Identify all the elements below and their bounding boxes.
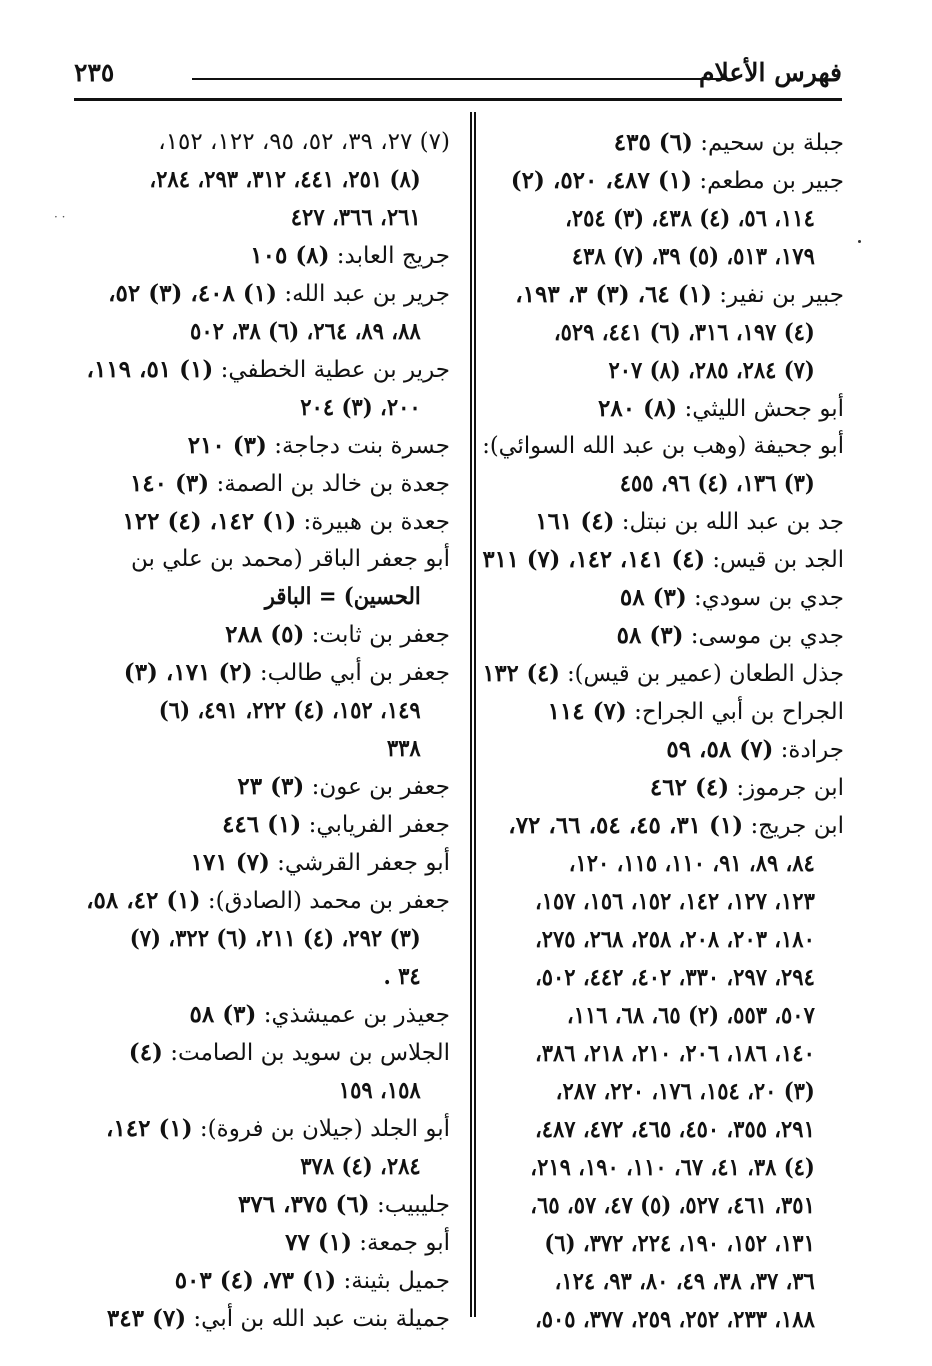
index-entry	[74, 351, 450, 427]
entry-name-line: جرير بن عطية الخطفي: (١) ٥١، ١١٩،	[86, 356, 450, 383]
page-number: ٢٣٥	[74, 58, 115, 87]
margin-marks: · ·	[54, 210, 66, 224]
index-entry	[74, 275, 450, 351]
stray-dot	[858, 240, 861, 243]
index-entry	[482, 579, 844, 617]
index-entry	[482, 807, 844, 1339]
index-entry	[74, 1224, 450, 1262]
entry-name-line: جعفر بن ثابت: (٥) ٢٨٨	[225, 621, 450, 648]
entry-continuation-line: (٨) ٢٥١، ٤٤١، ٣١٢، ٢٩٣، ٢٨٤،	[149, 166, 421, 193]
entry-name-line: الجد بن قيس: (٤) ١٤١، ١٤٢، (٧) ٣١١	[482, 546, 844, 573]
entry-continuation-line: ٣٦، ٣٧، ٣٨، ٤٩، ٨٠، ٩٣، ١٢٤،	[554, 1268, 815, 1295]
index-entry	[74, 237, 450, 275]
index-entry	[74, 1110, 450, 1186]
entry-name-line: جعدة بن خالد بن الصمة: (٣) ١٤٠	[129, 470, 450, 497]
index-entry	[74, 616, 450, 654]
entry-continuation-line: ٢٩١، ٣٥٥، ٤٥٠، ٤٦٥، ٤٧٢، ٤٨٧،	[534, 1116, 815, 1143]
index-entry	[74, 1034, 450, 1110]
index-entry	[482, 162, 844, 276]
index-entry	[74, 806, 450, 844]
index-entry	[482, 276, 844, 390]
index-entry	[482, 655, 844, 693]
index-entry	[482, 541, 844, 579]
entry-name-line: جعيذر بن عميشذي: (٣) ٥٨	[189, 1001, 450, 1028]
index-entry	[482, 731, 844, 769]
entry-continuation-line: ٢٩٤، ٢٩٧، ٣٣٠، ٤٠٢، ٤٤٢، ٥٠٢،	[534, 964, 815, 991]
column-divider	[470, 112, 476, 1317]
entry-continuation-line: ١٣١، ١٥٢، ١٩٠، ٢٢٤، ٣٧٢، (٦)	[544, 1230, 815, 1257]
index-entry	[74, 996, 450, 1034]
entry-name-line: جدي بن سودي: (٣) ٥٨	[619, 584, 844, 611]
entry-continuation-line: ٨٨، ٨٩، ٢٦٤، (٦) ٣٨، ٥٠٢	[190, 318, 421, 345]
index-entry	[482, 428, 844, 503]
entry-name-line: جسرة بنت دجاجة: (٣) ٢١٠	[187, 432, 450, 459]
index-column-left	[74, 124, 450, 1338]
index-entry	[482, 124, 844, 162]
entry-name-line: جليبيب: (٦) ٣٧٥، ٣٧٦	[237, 1191, 450, 1218]
entry-continuation-line: ١٥٨، ١٥٩	[338, 1077, 421, 1104]
index-entry	[74, 124, 450, 237]
entry-name-line: جعدة بن هبيرة: (١) ١٤٢، (٤) ١٢٢	[122, 508, 450, 535]
entry-name-line: جعفر بن أبي طالب: (٢) ١٧١، (٣)	[123, 659, 450, 686]
entry-continuation-line: (٧) ٢٨٤، ٢٨٥، (٨) ٢٠٧	[608, 357, 815, 384]
entry-continuation-line: الحسين) = الباقر	[264, 583, 421, 610]
entry-continuation-line: ٥٠٧، ٥٥٣، (٢) ٦٥، ٦٨، ١١٦،	[566, 1002, 815, 1029]
entry-name-line: أبو الجلد (جيلان بن فروة): (١) ١٤٢،	[105, 1115, 450, 1142]
entry-continuation-line: (٤) ٣٨، ٤١، ٦٧، ١١٠، ١٩٠، ٢١٩،	[530, 1154, 815, 1181]
entry-name-line: جميل بثينة: (١) ٧٣، (٤) ٥٠٣	[174, 1267, 450, 1294]
entry-continuation-line: (٣) ٢٠، ١٥٤، ١٧٦، ٢٢٠، ٢٨٧،	[555, 1078, 815, 1105]
entry-name-line: جرادة: (٧) ٥٨، ٥٩	[666, 736, 844, 763]
index-entry	[74, 654, 450, 768]
entry-continuation-line: ١١٤، ٥٦، (٤) ٤٣٨، (٣) ٢٥٤،	[565, 205, 815, 232]
index-entry	[74, 503, 450, 541]
entry-name-line: ابن جريج: (١) ٣١، ٤٥، ٥٤، ٦٦، ٧٢،	[508, 812, 844, 839]
entry-continuation-line: ١٤٩، ١٥٢، (٤) ٢٢٢، ٤٩١، (٦)	[158, 697, 421, 724]
entry-continuation-line: (٣) ٢٩٢، (٤) ٢١١، (٦) ٣٢٢، (٧)	[129, 925, 421, 952]
entry-name-line: جعفر الفريابي: (١) ٤٤٦	[222, 811, 450, 838]
entry-continuation-line: ٣٥١، ٤٦١، ٥٢٧، (٥) ٤٧، ٥٧، ٦٥،	[530, 1192, 815, 1219]
page-header	[74, 54, 842, 98]
entry-continuation-line: ١٧٩، ٥١٣، (٥) ٣٩، (٧) ٤٣٨	[571, 243, 815, 270]
index-entry	[482, 390, 844, 428]
index-entry	[74, 427, 450, 465]
entry-name-line: جريج العابد: (٨) ١٠٥	[250, 242, 450, 269]
entry-name-line: الجلاس بن سويد بن الصامت: (٤)	[128, 1039, 450, 1066]
running-title: فهرس الأعلام	[698, 58, 842, 87]
entry-name-line: ابن جرموز: (٤) ٤٦٢	[649, 774, 844, 801]
index-entry	[482, 617, 844, 655]
entry-name-line: جبلة بن سحيم: (٦) ٤٣٥	[613, 129, 844, 156]
entry-continuation-line: ٢٠٠، (٣) ٢٠٤	[300, 394, 421, 421]
index-entry	[74, 1300, 450, 1338]
entry-continuation-line: ١٨٠، ٢٠٣، ٢٠٨، ٢٥٨، ٢٦٨، ٢٧٥،	[534, 926, 815, 953]
index-entry	[74, 1262, 450, 1300]
index-entry	[74, 844, 450, 882]
header-rule	[74, 98, 842, 101]
entry-name-line: جعفر بن محمد (الصادق): (١) ٤٢، ٥٨،	[86, 887, 450, 914]
entry-continuation-line: ٨٤، ٨٩، ٩١، ١١٠، ١١٥، ١٢٠،	[568, 850, 815, 877]
entry-continuation-line: ٣٣٨	[386, 735, 421, 762]
entry-name-line: أبو جعفر الباقر (محمد بن علي بن	[130, 546, 450, 572]
entry-name-line: أبو جحش الليثي: (٨) ٢٨٠	[597, 395, 844, 422]
entry-name-line: جدي بن موسى: (٣) ٥٨	[616, 622, 844, 649]
index-entry	[74, 465, 450, 503]
entry-name-line: أبو جحيفة (وهب بن عبد الله السوائي):	[482, 433, 844, 459]
entry-name-line: الجراح بن أبي الجراح: (٧) ١١٤	[547, 698, 844, 725]
entry-name-line: أبو جعفر القرشي: (٧) ١٧١	[190, 849, 450, 876]
index-entry	[74, 541, 450, 616]
entry-name-line: جبير بن نفير: (١) ٦٤، (٣) ٣، ١٩٣،	[515, 281, 844, 308]
entry-name-line: جميلة بنت عبد الله بن أبي: (٧) ٣٤٣	[106, 1305, 450, 1332]
index-entry	[74, 1186, 450, 1224]
header-dash-line	[192, 78, 734, 80]
entry-continuation-line: ١٢٣، ١٢٧، ١٤٢، ١٥٢، ١٥٦، ١٥٧،	[534, 888, 815, 915]
entry-continuation-line: ٢٨٤، (٤) ٣٧٨	[300, 1153, 421, 1180]
entry-continuation-line: (٤) ١٩٧، ٣١٦، (٦) ٤٤١، ٥٢٩،	[553, 319, 815, 346]
index-entry	[74, 768, 450, 806]
entry-name-line: جذل الطعان (عمير بن قيس): (٤) ١٣٢	[482, 660, 844, 687]
entry-continuation-line: ١٨٨، ٢٣٣، ٢٥٢، ٢٥٩، ٣٧٧، ٥٠٥،	[534, 1306, 815, 1333]
index-entry	[482, 503, 844, 541]
entry-name-line: جعفر بن عون: (٣) ٢٣	[237, 773, 450, 800]
entry-continuation-line: (٣) ١٣٦، (٤) ٩٦، ٤٥٥	[619, 470, 815, 497]
entry-continuation-line: ٣٤ .	[383, 963, 421, 990]
entry-name-line: أبو جمعة: (١) ٧٧	[285, 1229, 450, 1256]
entry-continuation-line: ١٤٠، ١٨٦، ٢٠٦، ٢١٠، ٢١٨، ٣٨٦،	[534, 1040, 815, 1067]
entry-name-line: جرير بن عبد الله: (١) ٤٠٨، (٣) ٥٢،	[108, 280, 450, 307]
entry-name-line: جد بن عبد الله بن نبتل: (٤) ١٦١	[535, 508, 844, 535]
entry-continuation-line: ٢٦١، ٣٦٦، ٤٢٧	[290, 204, 421, 231]
index-entry	[74, 882, 450, 996]
entry-name-line: جبير بن مطعم: (١) ٤٨٧، ٥٢٠، (٢)	[510, 167, 844, 194]
index-column-right	[482, 124, 844, 1339]
entry-name-line: (٧) ٢٧، ٣٩، ٥٢، ٩٥، ١٢٢، ١٥٢،	[158, 129, 450, 155]
index-entry	[482, 693, 844, 731]
index-entry	[482, 769, 844, 807]
